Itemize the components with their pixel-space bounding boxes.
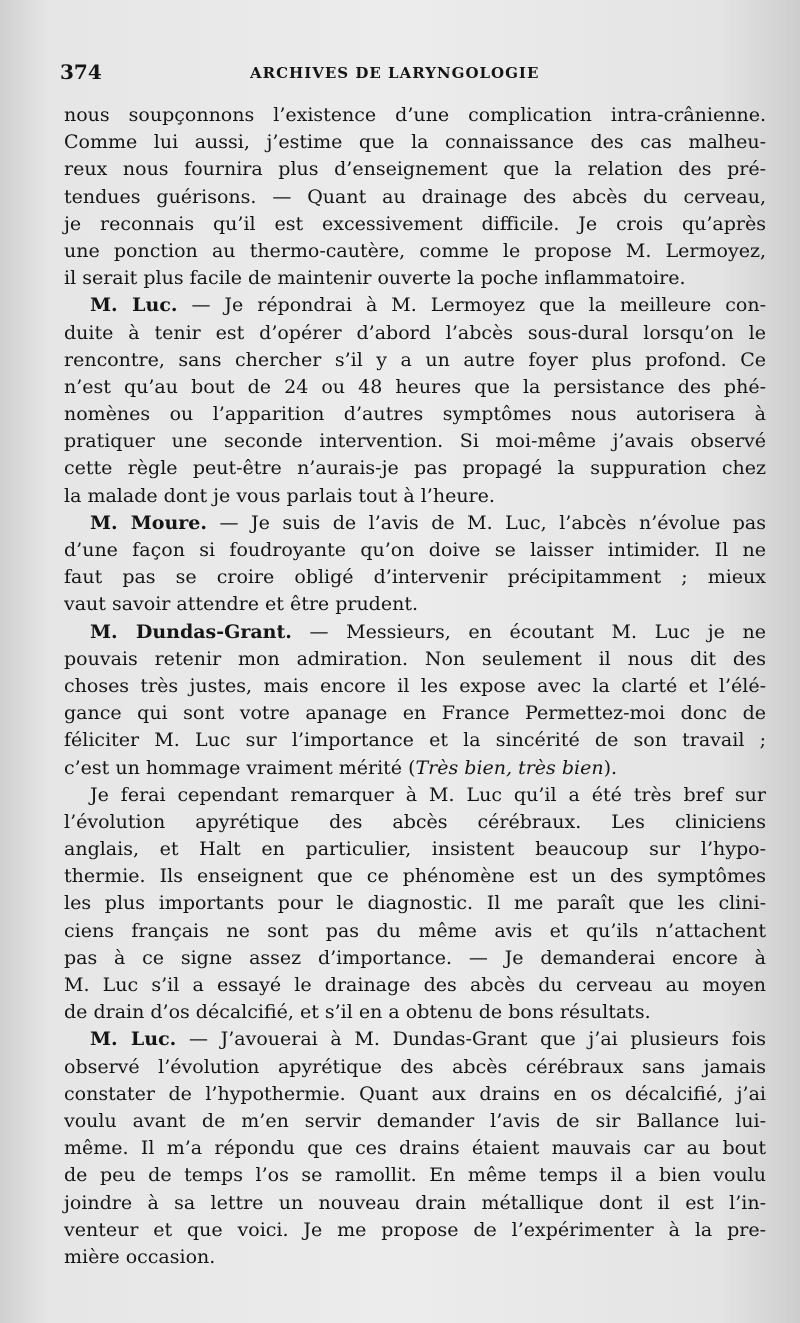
text-line xyxy=(64,646,766,673)
text-line xyxy=(64,890,766,917)
line-text: voulu avant de m’en servir demander l’avis de sir Ballance lui- xyxy=(64,1109,766,1132)
line-text: même. Il m’a répondu que ces drains étaient mauvais car au bout xyxy=(64,1137,766,1160)
text-line xyxy=(64,591,766,618)
text-line xyxy=(64,673,766,700)
speaker-name: M. Dundas-Grant. xyxy=(90,620,292,643)
text-line xyxy=(64,999,766,1026)
text-line xyxy=(64,1054,766,1081)
line-text: féliciter M. Luc sur l’importance et la sincérité de son travail ; xyxy=(64,729,766,752)
line-text: nomènes ou l’apparition d’autres symptômes nous autorisera à xyxy=(64,403,766,426)
line-text: Comme lui aussi, j’estime que la connaissance des cas malheu- xyxy=(64,131,766,154)
text-line xyxy=(64,102,766,129)
line-text: faut pas se croire obligé d’intervenir précipitamment ; mieux xyxy=(64,566,766,589)
line-text: reux nous fournira plus d’enseignement que la relation des pré- xyxy=(64,158,766,181)
line-text: la malade dont je vous parlais tout à l’heure. xyxy=(64,484,495,507)
line-text: constater de l’hypothermie. Quant aux drains en os décalcifié, j’ai xyxy=(64,1082,766,1105)
line-text: — Je répondrai à M. Lermoyez que la meilleure con- xyxy=(177,294,766,317)
line-text: choses très justes, mais encore il les expose avec la clarté et l’élé- xyxy=(64,674,766,697)
text-line xyxy=(64,1217,766,1244)
italic-text: Très bien, très bien xyxy=(415,756,604,779)
line-text: vaut savoir attendre et être prudent. xyxy=(64,593,418,616)
line-text: pas à ce signe assez d’importance. — Je demanderai encore à xyxy=(64,946,766,969)
line-text: c’est un hommage vraiment mérité ( xyxy=(64,756,416,779)
line-text-after: ). xyxy=(603,756,618,779)
text-line xyxy=(64,510,766,537)
text-line xyxy=(64,755,766,782)
text-line xyxy=(64,1162,766,1189)
text-line xyxy=(64,700,766,727)
line-text: l’évolution apyrétique des abcès cérébraux. Les cliniciens xyxy=(64,810,766,833)
speaker-name: M. Luc. xyxy=(90,1028,177,1051)
line-text: d’une façon si foudroyante qu’on doive se laisser intimider. Il ne xyxy=(64,539,766,561)
text-line xyxy=(64,537,766,564)
text-line xyxy=(64,455,766,482)
text-line xyxy=(64,863,766,890)
line-text: rencontre, sans chercher s’il y a un autre foyer plus profond. Ce xyxy=(64,348,766,371)
speaker-name: M. Moure. xyxy=(90,511,207,534)
text-line xyxy=(64,428,766,455)
running-head: ARCHIVES DE LARYNGOLOGIE xyxy=(250,64,540,82)
text-line xyxy=(64,292,766,319)
text-line xyxy=(64,1244,766,1271)
line-text: venteur et que voici. Je me propose de l’expérimenter à la pre- xyxy=(64,1218,766,1241)
text-line xyxy=(64,972,766,999)
line-text: je reconnais qu’il est excessivement difficile. Je crois qu’après xyxy=(64,212,766,235)
text-line xyxy=(64,564,766,591)
text-line xyxy=(64,1026,766,1053)
text-line xyxy=(64,945,766,972)
line-text: pouvais retenir mon admiration. Non seulement il nous dit des xyxy=(64,647,766,670)
text-line xyxy=(64,184,766,211)
text-line xyxy=(64,156,766,183)
line-text: gance qui sont votre apanage en France Permettez-moi donc de xyxy=(64,702,766,725)
text-line xyxy=(64,727,766,754)
text-line xyxy=(64,1108,766,1135)
text-line xyxy=(64,483,766,510)
page-number: 374 xyxy=(60,60,102,84)
line-text: M. Luc s’il a essayé le drainage des abcès du cerveau au moyen xyxy=(64,974,766,996)
text-line xyxy=(64,320,766,347)
line-text: de peu de temps l’os se ramollit. En même temps il a bien voulu xyxy=(64,1164,766,1187)
line-text: observé l’évolution apyrétique des abcès cérébraux sans jamais xyxy=(64,1055,766,1078)
text-line xyxy=(64,1190,766,1217)
line-text: mière occasion. xyxy=(64,1245,216,1268)
line-text: duite à tenir est d’opérer d’abord l’abcès sous-dural lorsqu’on le xyxy=(64,321,766,344)
text-line xyxy=(64,129,766,156)
line-text: anglais, et Halt en particulier, insistent beaucoup sur l’hypo- xyxy=(64,838,766,861)
line-text: — Messieurs, en écoutant M. Luc je ne xyxy=(291,620,766,643)
line-text: — J’avouerai à M. Dundas-Grant que j’ai plusieurs fois xyxy=(176,1028,766,1051)
text-line xyxy=(64,211,766,238)
speaker-name: M. Luc. xyxy=(90,294,178,317)
line-text: thermie. Ils enseignent que ce phénomène est un des symptômes xyxy=(64,865,766,888)
line-text: joindre à sa lettre un nouveau drain métallique dont il est l’in- xyxy=(64,1191,766,1214)
line-text: n’est qu’au bout de 24 ou 48 heures que la persistance des phé- xyxy=(64,375,766,398)
line-text: ciens français ne sont pas du même avis et qu’ils n’attachent xyxy=(64,919,766,942)
text-line xyxy=(64,374,766,401)
text-line xyxy=(64,347,766,374)
page-header xyxy=(60,60,740,90)
line-text: il serait plus facile de maintenir ouverte la poche inflammatoire. xyxy=(64,267,686,290)
text-line xyxy=(64,238,766,265)
text-line xyxy=(64,836,766,863)
line-text: nous soupçonnons l’existence d’une complication intra-crânienne. xyxy=(64,104,766,126)
line-text: Je ferai cependant remarquer à M. Luc qu’il a été très bref sur xyxy=(90,783,766,806)
line-text: les plus importants pour le diagnostic. Il me paraît que les clini- xyxy=(64,892,766,915)
text-line xyxy=(64,265,766,292)
line-text: de drain d’os décalcifié, et s’il en a obtenu de bons résultats. xyxy=(64,1001,651,1024)
body-text xyxy=(64,102,766,1271)
line-text: pratiquer une seconde intervention. Si moi-même j’avais observé xyxy=(64,430,766,453)
text-line xyxy=(64,782,766,809)
line-text: — Je suis de l’avis de M. Luc, l’abcès n’évolue pas xyxy=(206,511,766,534)
text-line xyxy=(64,809,766,836)
line-text: tendues guérisons. — Quant au drainage des abcès du cerveau, xyxy=(64,185,766,208)
text-line xyxy=(64,1081,766,1108)
line-text: cette règle peut-être n’aurais-je pas propagé la suppuration chez xyxy=(64,457,766,480)
text-line xyxy=(64,918,766,945)
text-line xyxy=(64,401,766,428)
text-line xyxy=(64,619,766,646)
line-text: une ponction au thermo-cautère, comme le propose M. Lermoyez, xyxy=(64,239,766,262)
text-line xyxy=(64,1135,766,1162)
